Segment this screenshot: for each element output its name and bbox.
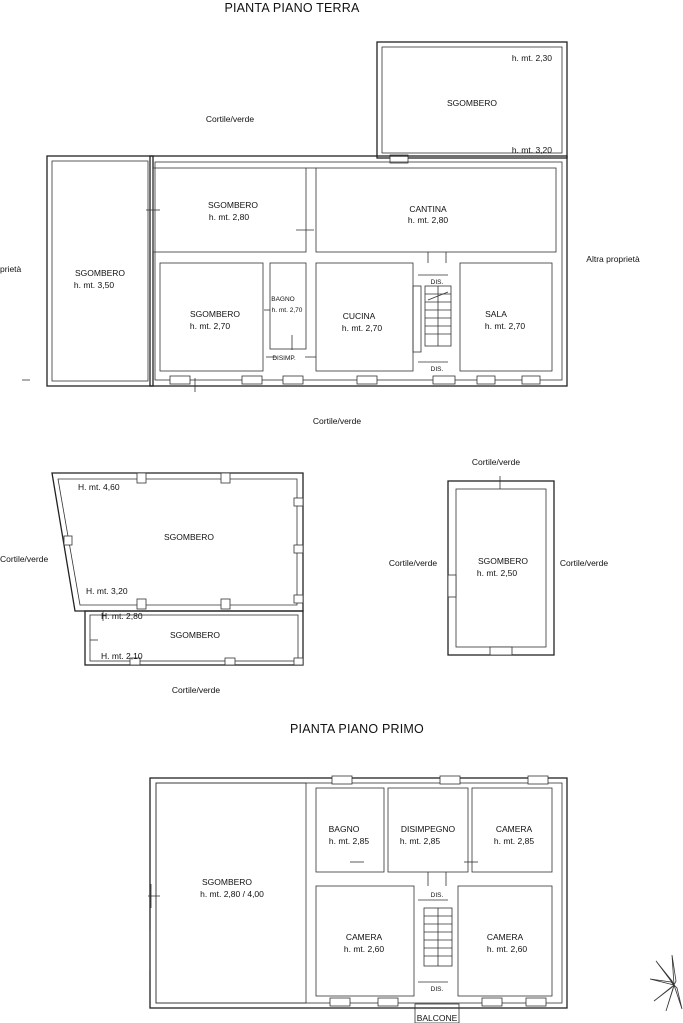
outbuilding-b-name: SGOMBERO	[169, 630, 221, 640]
annex-top-height-2: h. mt. 3,20	[511, 145, 552, 155]
cucina-height: h. mt. 2,70	[341, 323, 383, 333]
south-store-name: SGOMBERO	[189, 309, 241, 319]
courtyard-label-c-west: Cortile/verde	[388, 558, 438, 568]
cucina-name: CUCINA	[342, 311, 376, 321]
ff-camera-sw-name: CAMERA	[345, 932, 383, 942]
west-wing-height: h. mt. 3,50	[73, 280, 115, 290]
west-wing-name: SGOMBERO	[74, 268, 126, 278]
dis-label-lower: DIS.	[430, 366, 444, 373]
first-floor-plan	[148, 776, 567, 1023]
disimp-label: DISIMP.	[272, 355, 296, 362]
annex-top-name: SGOMBERO	[446, 98, 498, 108]
bagno-name: BAGNO	[271, 296, 295, 303]
ff-disimpegno-height: h. mt. 2,85	[399, 836, 441, 846]
outbuilding-c-name: SGOMBERO	[477, 556, 529, 566]
courtyard-label-c-east: Cortile/verde	[559, 558, 609, 568]
ff-disimpegno-name: DISIMPEGNO	[400, 824, 456, 834]
ff-dis-label-lower: DIS.	[430, 986, 444, 993]
outbuilding-plan-c	[448, 476, 554, 655]
outbuilding-plan-ab	[52, 473, 303, 665]
outbuilding-b-height-2: H. mt. 2,10	[101, 651, 143, 661]
outbuilding-a-height-1: H. mt. 4,60	[78, 482, 120, 492]
north-store-height: h. mt. 2,80	[208, 212, 250, 222]
cantina-height: h. mt. 2,80	[407, 215, 449, 225]
outbuilding-b-height-1: H. mt. 2,80	[101, 611, 143, 621]
sala-name: SALA	[485, 309, 507, 319]
ff-bagno-height: h. mt. 2,85	[328, 836, 370, 846]
courtyard-label-south: Cortile/verde	[312, 416, 362, 426]
ff-camera-ne-height: h. mt. 2,85	[493, 836, 535, 846]
annex-top-height-1: h. mt. 2,30	[511, 53, 552, 63]
ff-store-height: h. mt. 2,80 / 4,00	[200, 889, 264, 899]
courtyard-label-outbuilding-south: Cortile/verde	[171, 685, 221, 695]
ff-camera-ne-name: CAMERA	[495, 824, 533, 834]
outbuilding-c-height: h. mt. 2,50	[476, 568, 518, 578]
ff-balcone-label: BALCONE	[416, 1013, 458, 1023]
north-store-name: SGOMBERO	[207, 200, 259, 210]
ff-camera-sw-height: h. mt. 2,60	[343, 944, 385, 954]
ff-camera-se-name: CAMERA	[486, 932, 524, 942]
dis-label-upper: DIS.	[430, 279, 444, 286]
bagno-height: h. mt. 2,70	[271, 307, 303, 314]
outbuilding-a-name: SGOMBERO	[163, 532, 215, 542]
courtyard-label-c-north: Cortile/verde	[471, 457, 521, 467]
ground-floor-title: PIANTA PIANO TERRA	[224, 1, 360, 15]
sala-height: h. mt. 2,70	[484, 321, 526, 331]
ff-camera-se-height: h. mt. 2,60	[486, 944, 528, 954]
neighbour-label-east: Altra proprietà	[586, 254, 640, 264]
neighbour-label-west: prietà	[0, 264, 22, 274]
ground-floor-plan	[22, 42, 567, 392]
ff-bagno-name: BAGNO	[328, 824, 360, 834]
north-arrow-icon	[650, 955, 682, 1011]
outbuilding-a-height-2: H. mt. 3,20	[86, 586, 128, 596]
cantina-name: CANTINA	[409, 204, 447, 214]
courtyard-label-north: Cortile/verde	[205, 114, 255, 124]
first-floor-title: PIANTA PIANO PRIMO	[290, 722, 424, 736]
ff-dis-label-upper: DIS.	[430, 892, 444, 899]
ff-store-name: SGOMBERO	[201, 877, 253, 887]
courtyard-label-outbuilding-west: Cortile/verde	[0, 554, 49, 564]
south-store-height: h. mt. 2,70	[189, 321, 231, 331]
